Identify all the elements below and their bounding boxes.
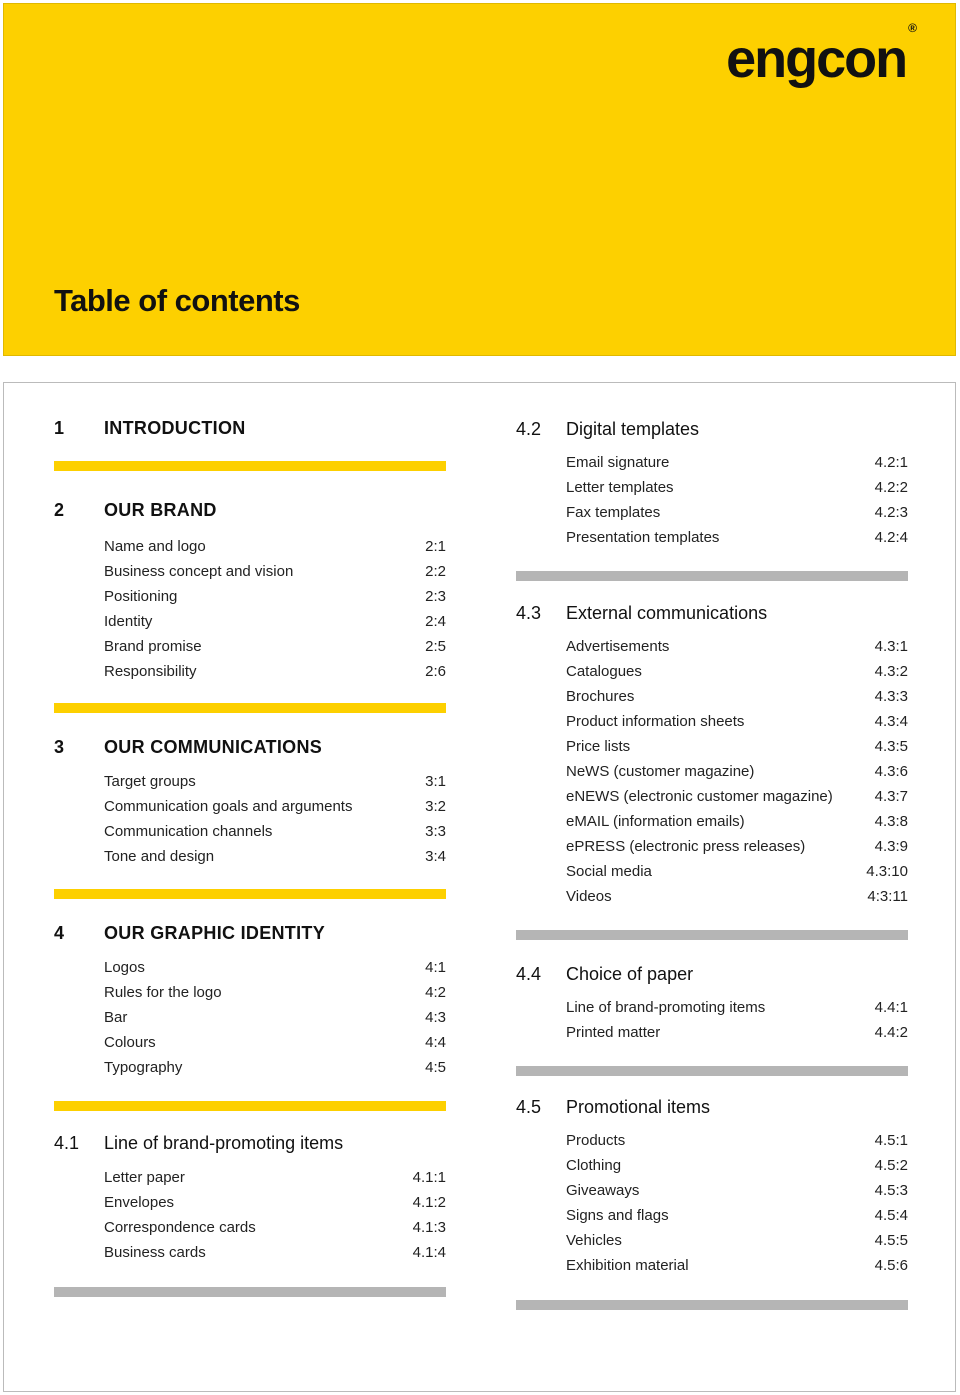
toc-entry[interactable] [54, 1190, 446, 1215]
toc-subsection-4-2[interactable] [516, 419, 908, 449]
toc-entry[interactable] [54, 584, 446, 609]
toc-entry[interactable] [516, 834, 908, 859]
toc-entry[interactable] [516, 525, 908, 550]
entry-label: Advertisements [566, 638, 670, 655]
entry-page: 3:4 [425, 848, 446, 865]
toc-entry[interactable] [54, 794, 446, 819]
entry-page: 4.5:6 [874, 1257, 908, 1274]
subsection-divider-bar [516, 1300, 908, 1310]
toc-entry[interactable] [516, 450, 908, 475]
entry-page: 4.5:1 [874, 1132, 908, 1149]
toc-entry[interactable] [54, 819, 446, 844]
entry-page: 4.1:3 [412, 1219, 446, 1236]
entry-label: ePRESS (electronic press releases) [566, 838, 806, 855]
toc-entry[interactable] [54, 955, 446, 980]
subsection-divider-bar [516, 1066, 908, 1076]
section-title: OUR GRAPHIC IDENTITY [104, 923, 326, 943]
entry-label: Bar [104, 1009, 128, 1026]
toc-entry[interactable] [516, 859, 908, 884]
entry-page: 3:3 [425, 823, 446, 840]
toc-section-4[interactable] [54, 923, 446, 953]
section-title: INTRODUCTION [104, 418, 246, 438]
toc-entry[interactable] [516, 684, 908, 709]
entry-page: 3:2 [425, 798, 446, 815]
entry-label: Giveaways [566, 1182, 640, 1199]
toc-entry[interactable] [54, 1055, 446, 1080]
entry-page: 4.5:3 [874, 1182, 908, 1199]
subsection-number: 4.5 [516, 1097, 542, 1117]
entry-label: Tone and design [104, 848, 215, 865]
toc-entry[interactable] [54, 1005, 446, 1030]
subsection-divider-bar [516, 571, 908, 581]
entry-page: 4.3:6 [874, 763, 908, 780]
toc-entry[interactable] [54, 534, 446, 559]
toc-entry[interactable] [516, 809, 908, 834]
entry-page: 2:5 [425, 638, 446, 655]
toc-entry[interactable] [54, 1215, 446, 1240]
toc-entry[interactable] [516, 1153, 908, 1178]
entry-page: 4:3 [425, 1009, 446, 1026]
entry-page: 4:2 [425, 984, 446, 1001]
entry-page: 4:5 [425, 1059, 446, 1076]
section-divider-bar [54, 461, 446, 471]
entry-label: eMAIL (information emails) [566, 813, 745, 830]
toc-entry[interactable] [54, 659, 446, 684]
entry-page: 4.3:3 [874, 688, 908, 705]
toc-entry[interactable] [516, 659, 908, 684]
entry-label: Typography [104, 1059, 183, 1076]
section-title: OUR COMMUNICATIONS [104, 737, 323, 757]
toc-entry[interactable] [516, 1178, 908, 1203]
toc-entry[interactable] [516, 634, 908, 659]
entry-page: 4.5:4 [874, 1207, 908, 1224]
toc-entry[interactable] [516, 1020, 908, 1045]
entry-label: Catalogues [566, 663, 642, 680]
entry-page: 4.3:8 [874, 813, 908, 830]
page-title: Table of contents [54, 283, 300, 318]
toc-entry[interactable] [516, 1203, 908, 1228]
toc-entry[interactable] [516, 500, 908, 525]
section-number: 4 [54, 923, 65, 943]
entry-label: Signs and flags [566, 1207, 669, 1224]
registered-mark: ® [908, 21, 915, 35]
entry-page: 4.2:3 [874, 504, 908, 521]
entry-label: NeWS (customer magazine) [566, 763, 755, 780]
entry-label: Vehicles [566, 1232, 622, 1249]
toc-section-1[interactable] [54, 418, 446, 448]
entry-page: 4.3:5 [874, 738, 908, 755]
entry-label: Social media [566, 863, 652, 880]
entry-page: 4.4:2 [874, 1024, 908, 1041]
section-4-items [54, 955, 446, 1080]
toc-section-3[interactable] [54, 737, 446, 767]
toc-section-2[interactable] [54, 500, 446, 530]
subsection-divider-bar [54, 1287, 446, 1297]
toc-entry[interactable] [516, 759, 908, 784]
entry-label: Communication channels [104, 823, 273, 840]
subsection-title: External communications [566, 603, 768, 623]
subsection-number: 4.1 [54, 1133, 80, 1153]
section-3-items [54, 769, 446, 869]
toc-left-column [54, 383, 446, 1297]
entry-label: Correspondence cards [104, 1219, 256, 1236]
entry-page: 2:4 [425, 613, 446, 630]
entry-label: Brochures [566, 688, 635, 705]
entry-page: 4.3:10 [866, 863, 908, 880]
logo-text: engcon [726, 29, 907, 89]
section-number: 2 [54, 500, 65, 520]
toc-subsection-4-1[interactable] [54, 1133, 446, 1163]
entry-label: Colours [104, 1034, 156, 1051]
entry-label: Rules for the logo [104, 984, 222, 1001]
entry-label: Email signature [566, 454, 670, 471]
entry-label: Exhibition material [566, 1257, 689, 1274]
header-banner [3, 3, 956, 356]
subsection-4-4-items [516, 995, 908, 1045]
subsection-title: Choice of paper [566, 964, 694, 984]
toc-entry[interactable] [516, 995, 908, 1020]
entry-page: 3:1 [425, 773, 446, 790]
toc-entry[interactable] [516, 734, 908, 759]
entry-label: Letter paper [104, 1169, 185, 1186]
entry-label: Positioning [104, 588, 178, 605]
section-divider-bar [54, 1101, 446, 1111]
toc-entry[interactable] [516, 475, 908, 500]
entry-label: Business cards [104, 1244, 206, 1261]
subsection-4-5-items [516, 1128, 908, 1278]
toc-entry[interactable] [54, 634, 446, 659]
section-title: OUR BRAND [104, 500, 217, 520]
toc-subsection-4-5[interactable] [516, 1097, 908, 1127]
toc-entry[interactable] [54, 980, 446, 1005]
entry-label: Identity [104, 613, 153, 630]
section-number: 3 [54, 737, 65, 757]
entry-label: Communication goals and arguments [104, 798, 353, 815]
entry-page: 4.2:1 [874, 454, 908, 471]
entry-label: Printed matter [566, 1024, 661, 1041]
toc-entry[interactable] [54, 609, 446, 634]
entry-label: Price lists [566, 738, 631, 755]
entry-page: 4.4:1 [874, 999, 908, 1016]
entry-page: 4.3:1 [874, 638, 908, 655]
toc-entry[interactable] [54, 844, 446, 869]
entry-page: 2:1 [425, 538, 446, 555]
subsection-title: Line of brand-promoting items [104, 1133, 344, 1153]
toc-entry[interactable] [516, 1253, 908, 1278]
entry-page: 4.3:9 [874, 838, 908, 855]
subsection-number: 4.4 [516, 964, 542, 984]
entry-page: 4.2:4 [874, 529, 908, 546]
subsection-4-1-items [54, 1165, 446, 1265]
entry-page: 4.3:7 [874, 788, 908, 805]
toc-entry[interactable] [54, 1240, 446, 1265]
entry-label: Brand promise [104, 638, 202, 655]
entry-page: 4:1 [425, 959, 446, 976]
toc-entry[interactable] [54, 1165, 446, 1190]
toc-entry[interactable] [54, 559, 446, 584]
entry-label: Presentation templates [566, 529, 720, 546]
toc-entry[interactable] [516, 709, 908, 734]
entry-page: 4:3:11 [867, 888, 908, 905]
entry-label: Name and logo [104, 538, 206, 555]
toc-right-column [516, 383, 908, 1310]
subsection-number: 4.3 [516, 603, 542, 623]
subsection-title: Promotional items [566, 1097, 711, 1117]
toc-content [3, 382, 956, 1392]
entry-label: Line of brand-promoting items [566, 999, 766, 1016]
subsection-number: 4.2 [516, 419, 542, 439]
entry-page: 4.3:4 [874, 713, 908, 730]
entry-label: Products [566, 1132, 626, 1149]
entry-label: Fax templates [566, 504, 661, 521]
entry-label: Business concept and vision [104, 563, 294, 580]
entry-page: 4.5:5 [874, 1232, 908, 1249]
entry-label: Logos [104, 959, 145, 976]
section-divider-bar [54, 889, 446, 899]
entry-label: Responsibility [104, 663, 197, 680]
entry-label: eNEWS (electronic customer magazine) [566, 788, 833, 805]
engcon-logo [726, 21, 915, 90]
toc-entry[interactable] [54, 1030, 446, 1055]
entry-label: Letter templates [566, 479, 674, 496]
entry-page: 4.1:2 [412, 1194, 446, 1211]
entry-label: Product information sheets [566, 713, 745, 730]
entry-label: Target groups [104, 773, 196, 790]
entry-page: 4.1:1 [412, 1169, 446, 1186]
entry-page: 4.1:4 [412, 1244, 446, 1261]
section-number: 1 [54, 418, 65, 438]
subsection-4-2-items [516, 450, 908, 550]
entry-page: 4.2:2 [874, 479, 908, 496]
toc-entry[interactable] [516, 784, 908, 809]
toc-subsection-4-3[interactable] [516, 603, 908, 633]
entry-page: 4.5:2 [874, 1157, 908, 1174]
toc-entry[interactable] [516, 884, 908, 909]
entry-page: 4.3:2 [874, 663, 908, 680]
toc-entry[interactable] [516, 1128, 908, 1153]
subsection-4-3-items [516, 634, 908, 909]
entry-page: 4:4 [425, 1034, 446, 1051]
entry-label: Clothing [566, 1157, 622, 1174]
subsection-divider-bar [516, 930, 908, 940]
entry-label: Envelopes [104, 1194, 175, 1211]
entry-page: 2:6 [425, 663, 446, 680]
section-2-items [54, 534, 446, 684]
toc-entry[interactable] [54, 769, 446, 794]
entry-page: 2:3 [425, 588, 446, 605]
toc-subsection-4-4[interactable] [516, 964, 908, 994]
entry-label: Videos [566, 888, 612, 905]
toc-entry[interactable] [516, 1228, 908, 1253]
section-divider-bar [54, 703, 446, 713]
entry-page: 2:2 [425, 563, 446, 580]
subsection-title: Digital templates [566, 419, 700, 439]
